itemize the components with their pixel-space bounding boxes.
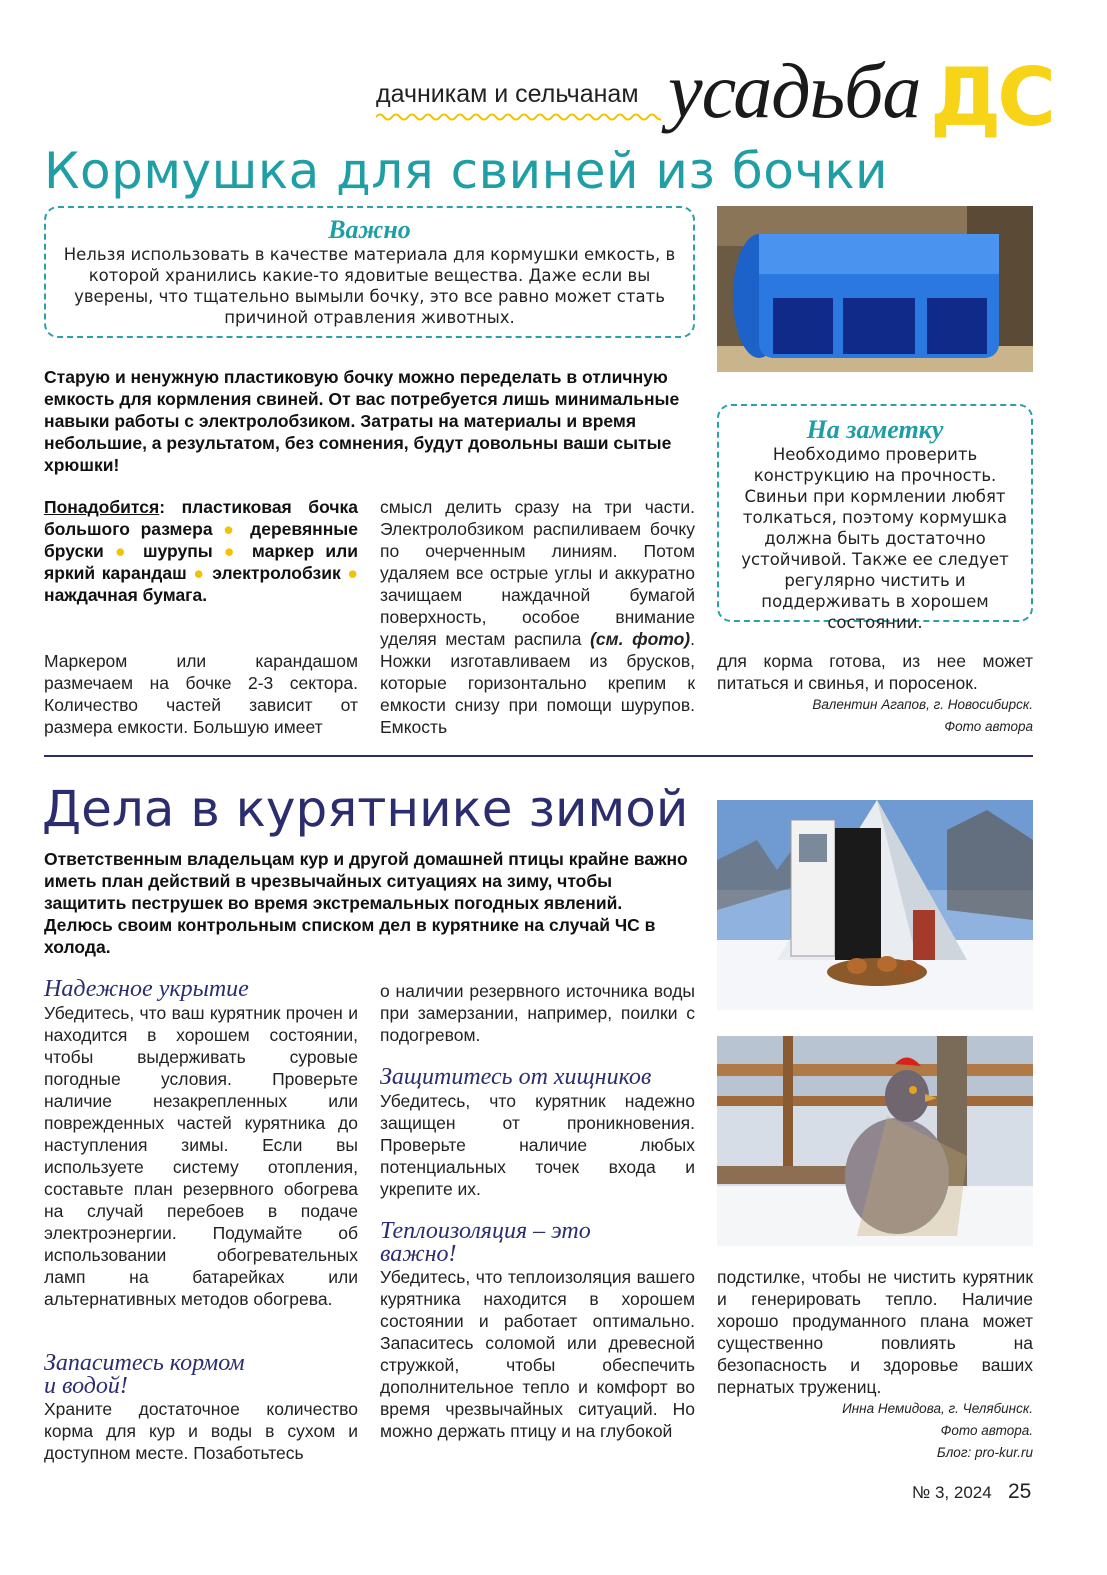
barrel-image — [717, 206, 1033, 372]
article1-author: Валентин Агапов, г. Новосибирск. — [812, 697, 1033, 712]
predators-heading: Защититесь от хищников — [380, 1064, 652, 1090]
barrel-photo — [717, 206, 1033, 372]
article2-title: Дела в курятнике зимой — [42, 780, 689, 838]
article1-title: Кормушка для свиней из бочки — [44, 142, 889, 200]
note-box-text: Необходимо проверить конструкцию на прочность. Свиньи при кормлении любят толкаться, поэтому кормушка должна быть достаточно устойчивой. Также ее следует регулярно чистить и поддерживать в хорошем состоянии. — [741, 445, 1009, 632]
shelter-heading: Надежное укрытие — [44, 976, 249, 1002]
bullet-icon: ● — [223, 519, 240, 539]
article1-photo-credit: Фото автора — [944, 719, 1033, 734]
needs-item: пластиковая бочка большого размера — [44, 497, 358, 539]
article2-col3-text: подстилке, чтобы не чистить курятник и генерировать тепло. Наличие хорошо продуманного плана может существенно повлиять на безопасность и здоровье ваших пернатых тружениц. — [717, 1267, 1033, 1397]
needs-item: деревянные бруски — [44, 519, 358, 561]
decorative-wave — [376, 112, 661, 122]
insulation-heading — [380, 1220, 695, 1266]
note-box — [717, 404, 1033, 632]
article1-col3-text: для корма готова, из нее может питаться и свинья, и поросенок. — [717, 651, 1033, 693]
article1-lead: Старую и ненужную пластиковую бочку можно переделать в отличную емкость для кормления свиней. От вас потребуется лишь минимальные навыки работы с электролобзиком. Затраты на материалы и время небольшие, а результатом, без сомнения, будут довольны ваши сытые хрюшки! — [44, 367, 680, 475]
article2-lead: Ответственным владельцам кур и другой домашней птицы крайне важно иметь план действий в чрезвычайных ситуациях на зиму, чтобы защитить пеструшек во время экстремальных погодных явлений. Делюсь своим контрольным списком дел в курятнике на случай ЧС в холода. — [44, 849, 688, 957]
important-box — [44, 206, 695, 338]
coop-photo — [717, 800, 1033, 1010]
needs-item: электролобзик — [212, 563, 341, 583]
hen-image — [717, 1036, 1033, 1246]
coop-image — [717, 800, 1033, 1010]
bullet-icon: ● — [347, 563, 358, 583]
article2-author: Инна Немидова, г. Челябинск. — [842, 1401, 1033, 1416]
food-text: Храните достаточное количество корма для кур и воды в сухом и доступном месте. Позаботьтесь — [44, 1399, 358, 1463]
magazine-logo: ДС — [930, 51, 1052, 144]
article2-blog: Блог: pro-kur.ru — [936, 1445, 1033, 1460]
article1-col2-part-b: . Ножки изготавливаем из брусков, которые горизонтально крепим к емкости снизу при помощи шурупов. Емкость — [380, 629, 696, 737]
insulation-heading-line2: важно! — [380, 1241, 457, 1267]
article1-col2-text — [380, 496, 695, 738]
photo-reference: (см. фото) — [590, 629, 691, 649]
food-heading-line1: Запаситесь кормом — [44, 1350, 245, 1376]
important-box-title: Важно — [328, 215, 411, 244]
article2-photo-credit: Фото автора. — [940, 1423, 1033, 1438]
needs-item: наждачная бумага. — [44, 585, 208, 605]
section-subtitle: дачникам и сельчанам — [376, 80, 639, 108]
hen-photo — [717, 1036, 1033, 1246]
needs-item: маркер или яркий карандаш — [44, 541, 358, 583]
food-heading-line2: и водой! — [44, 1373, 128, 1399]
issue-number: № 3, 2024 — [912, 1483, 992, 1502]
insulation-heading-line1: Теплоизоляция – это — [380, 1218, 591, 1244]
food-heading — [44, 1352, 358, 1398]
bullet-icon: ● — [193, 563, 206, 583]
note-box-title: На заметку — [806, 415, 944, 444]
bullet-icon: ● — [114, 541, 132, 561]
needs-list: Понадобится: пластиковая бочка большого размера ● деревянные бруски ● шурупы ● маркер или яркий карандаш ● электролобзик ● наждачная бумага. — [44, 497, 358, 605]
water-text: о наличии резервного источника воды при замерзании, например, поилки с подогревом. — [380, 981, 695, 1045]
important-box-text: Нельзя использовать в качестве материала для кормушки емкость, в которой хранились какие-то ядовитые вещества. Даже если вы уверены, что тщательно вымыли бочку, это все равно может стать причиной отравления животных. — [63, 245, 676, 327]
section-title: усадьба — [668, 47, 921, 134]
article1-col2-part-a: смысл делить сразу на три части. Электролобзиком распиливаем бочку по очерченным линиям. Потом удаляем все острые углы и аккуратно зачищаем наждачной бумагой поверхность, особое внимание уделяя местам распила — [380, 497, 695, 649]
predators-text: Убедитесь, что курятник надежно защищен от проникновения. Проверьте наличие любых потенциальных точек входа и укрепите их. — [380, 1091, 695, 1199]
insulation-text: Убедитесь, что теплоизоляция вашего курятника находится в хорошем состоянии и работает оптимально. Запаситесь соломой или древесной стружкой, чтобы обеспечить дополнительное тепло и комфорт во время чрезвычайных ситуаций. Но можно держать птицу и на глубокой — [380, 1267, 695, 1441]
needs-item: шурупы — [142, 541, 213, 561]
page-number: 25 — [1008, 1480, 1032, 1503]
section-divider — [44, 755, 1033, 757]
needs-label: Понадобится — [44, 497, 160, 517]
shelter-text: Убедитесь, что ваш курятник прочен и находится в хорошем состоянии, чтобы выдерживать суровые погодные условия. Проверьте наличие незакрепленных или поврежденных частей курятника до наступления зимы. Если вы используете систему отопления, составьте план резервного обогрева на случай перебоев в подаче электроэнергии. Подумайте об использовании обогревательных ламп на батарейках или альтернативных методов обогрева. — [44, 1003, 358, 1309]
article1-col1-text: Маркером или карандашом размечаем на бочке 2-3 сектора. Количество частей зависит от размера емкости. Большую имеет — [44, 651, 358, 737]
bullet-icon: ● — [223, 541, 241, 561]
